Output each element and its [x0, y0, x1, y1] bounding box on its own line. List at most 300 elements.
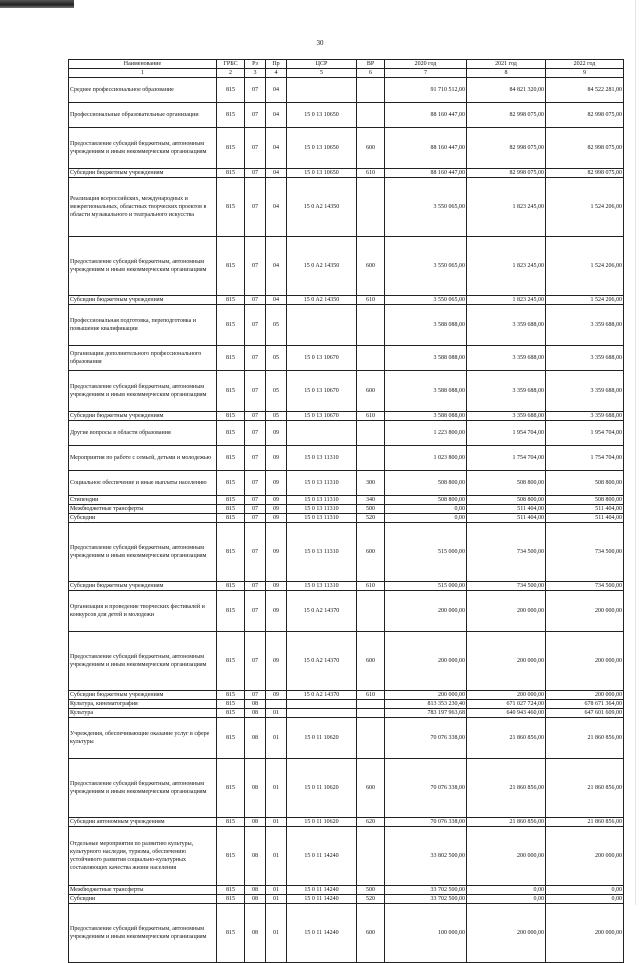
amount-2021-cell: 84 821 320,00 — [467, 78, 546, 103]
pr-cell: 04 — [266, 128, 287, 169]
pr-cell — [266, 700, 287, 709]
table-row — [69, 305, 624, 346]
csr-cell: 15 0 13 11310 — [287, 471, 357, 496]
amount-2020-cell: 0,00 — [385, 514, 467, 523]
table-row — [69, 346, 624, 371]
amount-2020-cell: 3 550 065,00 — [385, 296, 467, 305]
table-row — [69, 691, 624, 700]
csr-cell: 15 0 13 10650 — [287, 103, 357, 128]
amount-2020-cell: 3 588 088,00 — [385, 371, 467, 412]
column-number-cell: 9 — [546, 69, 624, 78]
header-cell: 2021 год — [467, 60, 546, 69]
table-row — [69, 886, 624, 895]
header-cell: ГРБС — [217, 60, 245, 69]
header-row — [69, 60, 624, 69]
row-name-cell: Субсидии бюджетным учреждениям — [69, 296, 217, 305]
amount-2022-cell: 511 404,00 — [546, 514, 624, 523]
grbs-cell: 815 — [217, 346, 245, 371]
amount-2020-cell: 70 076 338,00 — [385, 759, 467, 818]
pr-cell: 09 — [266, 523, 287, 582]
column-number-cell: 7 — [385, 69, 467, 78]
table-row — [69, 759, 624, 818]
row-name-cell: Отдельные мероприятия по развитию культуры, культурного наследия, туризма, обеспечению устойчивого развития социально-культурных составляющих качества жизни населения — [69, 827, 217, 886]
amount-2022-cell: 1 754 704,00 — [546, 446, 624, 471]
pr-cell: 01 — [266, 718, 287, 759]
grbs-cell: 815 — [217, 296, 245, 305]
vr-cell — [357, 305, 385, 346]
amount-2022-cell: 200 000,00 — [546, 591, 624, 632]
amount-2020-cell: 200 000,00 — [385, 632, 467, 691]
row-name-cell: Профессиональные образовательные организации — [69, 103, 217, 128]
amount-2021-cell: 200 000,00 — [467, 904, 546, 963]
grbs-cell: 815 — [217, 505, 245, 514]
amount-2020-cell: 88 160 447,00 — [385, 169, 467, 178]
column-number-cell: 5 — [287, 69, 357, 78]
amount-2020-cell: 100 000,00 — [385, 904, 467, 963]
grbs-cell: 815 — [217, 178, 245, 237]
amount-2020-cell: 200 000,00 — [385, 591, 467, 632]
amount-2022-cell: 511 404,00 — [546, 505, 624, 514]
csr-cell: 15 0 13 10670 — [287, 412, 357, 421]
rz-cell: 07 — [245, 446, 266, 471]
amount-2020-cell: 88 160 447,00 — [385, 128, 467, 169]
csr-cell: 15 0 A2 14370 — [287, 632, 357, 691]
table-row — [69, 632, 624, 691]
rz-cell: 07 — [245, 505, 266, 514]
vr-cell: 520 — [357, 514, 385, 523]
vr-cell: 600 — [357, 523, 385, 582]
pr-cell: 09 — [266, 632, 287, 691]
vr-cell: 300 — [357, 471, 385, 496]
amount-2021-cell: 200 000,00 — [467, 827, 546, 886]
table-row — [69, 78, 624, 103]
vr-cell — [357, 178, 385, 237]
row-name-cell: Мероприятия по работе с семьей, детьми и молодежью — [69, 446, 217, 471]
pr-cell: 01 — [266, 827, 287, 886]
grbs-cell: 815 — [217, 412, 245, 421]
vr-cell — [357, 421, 385, 446]
grbs-cell: 815 — [217, 759, 245, 818]
row-name-cell: Учреждения, обеспечивающие оказание услуг в сфере культуры — [69, 718, 217, 759]
amount-2020-cell: 3 588 088,00 — [385, 412, 467, 421]
amount-2020-cell: 33 702 500,00 — [385, 895, 467, 904]
amount-2022-cell: 200 000,00 — [546, 904, 624, 963]
csr-cell: 15 0 13 10650 — [287, 128, 357, 169]
amount-2022-cell: 734 500,00 — [546, 523, 624, 582]
rz-cell: 07 — [245, 523, 266, 582]
row-name-cell: Субсидии бюджетным учреждениям — [69, 582, 217, 591]
scan-artifact — [0, 0, 74, 8]
vr-cell: 600 — [357, 371, 385, 412]
pr-cell: 05 — [266, 371, 287, 412]
column-number-cell: 4 — [266, 69, 287, 78]
amount-2021-cell: 82 998 075,00 — [467, 169, 546, 178]
rz-cell: 07 — [245, 632, 266, 691]
row-name-cell: Предоставление субсидий бюджетным, автономным учреждениям и иным некоммерческим организациям — [69, 237, 217, 296]
amount-2022-cell: 82 998 075,00 — [546, 128, 624, 169]
vr-cell — [357, 591, 385, 632]
pr-cell: 01 — [266, 904, 287, 963]
row-name-cell: Субсидии — [69, 895, 217, 904]
row-name-cell: Межбюджетные трансферты — [69, 886, 217, 895]
amount-2022-cell: 82 998 075,00 — [546, 103, 624, 128]
amount-2022-cell: 84 522 281,00 — [546, 78, 624, 103]
pr-cell: 09 — [266, 496, 287, 505]
grbs-cell: 815 — [217, 827, 245, 886]
header-cell: 2022 год — [546, 60, 624, 69]
vr-cell — [357, 700, 385, 709]
csr-cell: 15 0 13 11310 — [287, 446, 357, 471]
amount-2021-cell: 21 860 856,00 — [467, 818, 546, 827]
rz-cell: 07 — [245, 371, 266, 412]
grbs-cell: 815 — [217, 591, 245, 632]
row-name-cell: Межбюджетные трансферты — [69, 505, 217, 514]
rz-cell: 07 — [245, 169, 266, 178]
grbs-cell: 815 — [217, 818, 245, 827]
amount-2020-cell: 88 160 447,00 — [385, 103, 467, 128]
rz-cell: 08 — [245, 718, 266, 759]
amount-2021-cell: 200 000,00 — [467, 632, 546, 691]
pr-cell: 09 — [266, 471, 287, 496]
rz-cell: 07 — [245, 305, 266, 346]
rz-cell: 07 — [245, 178, 266, 237]
pr-cell: 09 — [266, 591, 287, 632]
row-name-cell: Профессиональная подготовка, переподготовка и повышение квалификации — [69, 305, 217, 346]
table-row — [69, 446, 624, 471]
amount-2020-cell: 3 588 088,00 — [385, 305, 467, 346]
rz-cell: 07 — [245, 591, 266, 632]
vr-cell: 340 — [357, 496, 385, 505]
pr-cell: 04 — [266, 178, 287, 237]
row-name-cell: Организации дополнительного профессионального образования — [69, 346, 217, 371]
header-cell: Пр — [266, 60, 287, 69]
grbs-cell: 815 — [217, 582, 245, 591]
table-row — [69, 827, 624, 886]
table-row — [69, 523, 624, 582]
amount-2022-cell: 1 524 206,00 — [546, 178, 624, 237]
pr-cell: 09 — [266, 446, 287, 471]
rz-cell: 08 — [245, 700, 266, 709]
csr-cell: 15 0 13 11310 — [287, 514, 357, 523]
vr-cell: 500 — [357, 505, 385, 514]
amount-2020-cell: 508 800,00 — [385, 496, 467, 505]
grbs-cell: 815 — [217, 718, 245, 759]
grbs-cell: 815 — [217, 371, 245, 412]
csr-cell — [287, 700, 357, 709]
table-row — [69, 169, 624, 178]
amount-2021-cell: 1 823 245,00 — [467, 237, 546, 296]
amount-2022-cell: 3 359 688,00 — [546, 371, 624, 412]
amount-2022-cell: 82 998 075,00 — [546, 169, 624, 178]
amount-2020-cell: 508 800,00 — [385, 471, 467, 496]
grbs-cell: 815 — [217, 237, 245, 296]
amount-2022-cell: 0,00 — [546, 886, 624, 895]
amount-2021-cell: 508 800,00 — [467, 471, 546, 496]
vr-cell: 610 — [357, 169, 385, 178]
rz-cell: 08 — [245, 818, 266, 827]
grbs-cell: 815 — [217, 514, 245, 523]
column-number-cell: 8 — [467, 69, 546, 78]
grbs-cell: 815 — [217, 128, 245, 169]
csr-cell: 15 0 11 10620 — [287, 818, 357, 827]
amount-2020-cell: 91 710 512,00 — [385, 78, 467, 103]
csr-cell: 15 0 13 11310 — [287, 505, 357, 514]
amount-2021-cell: 3 359 688,00 — [467, 412, 546, 421]
grbs-cell: 815 — [217, 169, 245, 178]
amount-2021-cell: 508 800,00 — [467, 496, 546, 505]
table-row — [69, 103, 624, 128]
header-cell: 2020 год — [385, 60, 467, 69]
rz-cell: 07 — [245, 103, 266, 128]
vr-cell — [357, 78, 385, 103]
amount-2020-cell: 3 550 065,00 — [385, 178, 467, 237]
amount-2021-cell: 21 860 856,00 — [467, 759, 546, 818]
pr-cell: 01 — [266, 895, 287, 904]
amount-2020-cell: 33 802 500,00 — [385, 827, 467, 886]
row-name-cell: Культура, кинематография — [69, 700, 217, 709]
csr-cell — [287, 78, 357, 103]
row-name-cell: Субсидии бюджетным учреждениям — [69, 412, 217, 421]
rz-cell: 08 — [245, 759, 266, 818]
rz-cell: 07 — [245, 412, 266, 421]
amount-2020-cell: 515 000,00 — [385, 523, 467, 582]
row-name-cell: Предоставление субсидий бюджетным, автономным учреждениям и иным некоммерческим организациям — [69, 523, 217, 582]
rz-cell: 07 — [245, 128, 266, 169]
amount-2020-cell: 1 023 800,00 — [385, 446, 467, 471]
amount-2022-cell: 1 524 206,00 — [546, 237, 624, 296]
amount-2021-cell: 3 359 688,00 — [467, 371, 546, 412]
amount-2022-cell: 0,00 — [546, 895, 624, 904]
amount-2021-cell: 1 954 704,00 — [467, 421, 546, 446]
table-row — [69, 237, 624, 296]
csr-cell — [287, 421, 357, 446]
csr-cell: 15 0 13 11310 — [287, 582, 357, 591]
table-row — [69, 412, 624, 421]
vr-cell — [357, 827, 385, 886]
table-row — [69, 514, 624, 523]
amount-2022-cell: 508 800,00 — [546, 471, 624, 496]
amount-2021-cell: 734 500,00 — [467, 523, 546, 582]
csr-cell: 15 0 A2 14370 — [287, 691, 357, 700]
rz-cell: 07 — [245, 496, 266, 505]
vr-cell: 600 — [357, 904, 385, 963]
page-number: 30 — [316, 39, 324, 47]
vr-cell: 610 — [357, 691, 385, 700]
table-row — [69, 371, 624, 412]
grbs-cell: 815 — [217, 78, 245, 103]
rz-cell: 07 — [245, 78, 266, 103]
vr-cell: 600 — [357, 632, 385, 691]
rz-cell: 07 — [245, 237, 266, 296]
budget-table — [68, 59, 624, 963]
vr-cell: 520 — [357, 895, 385, 904]
csr-cell: 15 0 11 14240 — [287, 895, 357, 904]
amount-2020-cell: 3 588 088,00 — [385, 346, 467, 371]
pr-cell: 01 — [266, 818, 287, 827]
pr-cell: 05 — [266, 305, 287, 346]
grbs-cell: 815 — [217, 904, 245, 963]
pr-cell: 04 — [266, 103, 287, 128]
amount-2020-cell: 783 197 963,68 — [385, 709, 467, 718]
csr-cell: 15 0 A2 14350 — [287, 178, 357, 237]
amount-2021-cell: 511 404,00 — [467, 514, 546, 523]
amount-2020-cell: 70 076 338,00 — [385, 818, 467, 827]
vr-cell: 610 — [357, 296, 385, 305]
vr-cell — [357, 346, 385, 371]
csr-cell: 15 0 A2 14370 — [287, 591, 357, 632]
csr-cell: 15 0 13 11310 — [287, 523, 357, 582]
row-name-cell: Субсидии бюджетным учреждениям — [69, 691, 217, 700]
amount-2021-cell: 0,00 — [467, 895, 546, 904]
table-row — [69, 904, 624, 963]
pr-cell: 09 — [266, 691, 287, 700]
amount-2021-cell: 21 860 856,00 — [467, 718, 546, 759]
grbs-cell: 815 — [217, 103, 245, 128]
table-row — [69, 471, 624, 496]
amount-2022-cell: 200 000,00 — [546, 632, 624, 691]
csr-cell: 15 0 11 14240 — [287, 827, 357, 886]
row-name-cell: Предоставление субсидий бюджетным, автономным учреждениям и иным некоммерческим организациям — [69, 904, 217, 963]
amount-2021-cell: 640 943 460,00 — [467, 709, 546, 718]
amount-2021-cell: 511 404,00 — [467, 505, 546, 514]
table-row — [69, 505, 624, 514]
column-number-cell: 6 — [357, 69, 385, 78]
table-row — [69, 709, 624, 718]
column-number-cell: 3 — [245, 69, 266, 78]
amount-2020-cell: 813 353 230,40 — [385, 700, 467, 709]
amount-2020-cell: 3 550 065,00 — [385, 237, 467, 296]
vr-cell — [357, 709, 385, 718]
row-name-cell: Субсидии автономным учреждениям — [69, 818, 217, 827]
grbs-cell: 815 — [217, 421, 245, 446]
amount-2022-cell: 3 359 688,00 — [546, 346, 624, 371]
amount-2020-cell: 1 223 800,00 — [385, 421, 467, 446]
row-name-cell: Субсидии бюджетным учреждениям — [69, 169, 217, 178]
amount-2022-cell: 21 860 856,00 — [546, 818, 624, 827]
pr-cell: 09 — [266, 514, 287, 523]
grbs-cell: 815 — [217, 709, 245, 718]
amount-2022-cell: 508 800,00 — [546, 496, 624, 505]
row-name-cell: Предоставление субсидий бюджетным, автономным учреждениям и иным некоммерческим организациям — [69, 128, 217, 169]
row-name-cell: Реализация всероссийских, международных и межрегиональных, областных творческих проектов в области музыкального и театрального искусства — [69, 178, 217, 237]
row-name-cell: Другие вопросы в области образования — [69, 421, 217, 446]
csr-cell — [287, 305, 357, 346]
grbs-cell: 815 — [217, 471, 245, 496]
pr-cell: 09 — [266, 582, 287, 591]
grbs-cell: 815 — [217, 523, 245, 582]
rz-cell: 08 — [245, 904, 266, 963]
row-name-cell: Организация и проведение творческих фестивалей и конкурсов для детей и молодежи — [69, 591, 217, 632]
amount-2022-cell: 21 860 856,00 — [546, 759, 624, 818]
csr-cell: 15 0 11 14240 — [287, 886, 357, 895]
header-cell: Рз — [245, 60, 266, 69]
rz-cell: 07 — [245, 514, 266, 523]
csr-cell: 15 0 11 10620 — [287, 718, 357, 759]
csr-cell — [287, 709, 357, 718]
table-row — [69, 496, 624, 505]
rz-cell: 08 — [245, 886, 266, 895]
amount-2020-cell: 33 702 500,00 — [385, 886, 467, 895]
amount-2022-cell: 200 000,00 — [546, 691, 624, 700]
rz-cell: 08 — [245, 827, 266, 886]
row-name-cell: Субсидии — [69, 514, 217, 523]
vr-cell — [357, 103, 385, 128]
amount-2022-cell: 1 954 704,00 — [546, 421, 624, 446]
vr-cell: 620 — [357, 818, 385, 827]
rz-cell: 07 — [245, 296, 266, 305]
amount-2022-cell: 734 500,00 — [546, 582, 624, 591]
row-name-cell: Предоставление субсидий бюджетным, автономным учреждениям и иным некоммерческим организациям — [69, 759, 217, 818]
pr-cell: 04 — [266, 78, 287, 103]
column-number-row — [69, 69, 624, 78]
amount-2020-cell: 200 000,00 — [385, 691, 467, 700]
table-row — [69, 296, 624, 305]
grbs-cell: 815 — [217, 305, 245, 346]
rz-cell: 07 — [245, 582, 266, 591]
rz-cell: 07 — [245, 421, 266, 446]
vr-cell: 600 — [357, 237, 385, 296]
csr-cell: 15 0 13 10670 — [287, 346, 357, 371]
amount-2021-cell: 1 823 245,00 — [467, 178, 546, 237]
amount-2021-cell: 82 998 075,00 — [467, 103, 546, 128]
pr-cell: 04 — [266, 169, 287, 178]
grbs-cell: 815 — [217, 632, 245, 691]
amount-2022-cell: 3 359 688,00 — [546, 412, 624, 421]
csr-cell: 15 0 13 10670 — [287, 371, 357, 412]
row-name-cell: Предоставление субсидий бюджетным, автономным учреждениям и иным некоммерческим организациям — [69, 632, 217, 691]
amount-2021-cell: 200 000,00 — [467, 691, 546, 700]
amount-2021-cell: 3 359 688,00 — [467, 346, 546, 371]
grbs-cell: 815 — [217, 700, 245, 709]
csr-cell: 15 0 13 11310 — [287, 496, 357, 505]
table-row — [69, 718, 624, 759]
table-row — [69, 700, 624, 709]
pr-cell: 04 — [266, 296, 287, 305]
header-cell: ВР — [357, 60, 385, 69]
header-cell: Наименование — [69, 60, 217, 69]
amount-2021-cell: 1 754 704,00 — [467, 446, 546, 471]
csr-cell: 15 0 11 10620 — [287, 759, 357, 818]
amount-2022-cell: 21 860 856,00 — [546, 718, 624, 759]
pr-cell: 05 — [266, 412, 287, 421]
amount-2022-cell: 678 671 364,00 — [546, 700, 624, 709]
row-name-cell: Стипендии — [69, 496, 217, 505]
amount-2021-cell: 82 998 075,00 — [467, 128, 546, 169]
rz-cell: 08 — [245, 709, 266, 718]
header-cell: ЦСР — [287, 60, 357, 69]
amount-2022-cell: 3 359 688,00 — [546, 305, 624, 346]
vr-cell — [357, 446, 385, 471]
rz-cell: 07 — [245, 346, 266, 371]
table-row — [69, 421, 624, 446]
pr-cell: 04 — [266, 237, 287, 296]
csr-cell: 15 0 13 10650 — [287, 169, 357, 178]
amount-2020-cell: 0,00 — [385, 505, 467, 514]
table-row — [69, 128, 624, 169]
amount-2022-cell: 200 000,00 — [546, 827, 624, 886]
pr-cell: 09 — [266, 505, 287, 514]
amount-2021-cell: 200 000,00 — [467, 591, 546, 632]
amount-2022-cell: 647 601 609,00 — [546, 709, 624, 718]
column-number-cell: 2 — [217, 69, 245, 78]
amount-2022-cell: 1 524 206,00 — [546, 296, 624, 305]
pr-cell: 01 — [266, 886, 287, 895]
row-name-cell: Предоставление субсидий бюджетным, автономным учреждениям и иным некоммерческим организациям — [69, 371, 217, 412]
pr-cell: 05 — [266, 346, 287, 371]
amount-2021-cell: 1 823 245,00 — [467, 296, 546, 305]
csr-cell: 15 0 A2 14350 — [287, 296, 357, 305]
amount-2021-cell: 0,00 — [467, 886, 546, 895]
